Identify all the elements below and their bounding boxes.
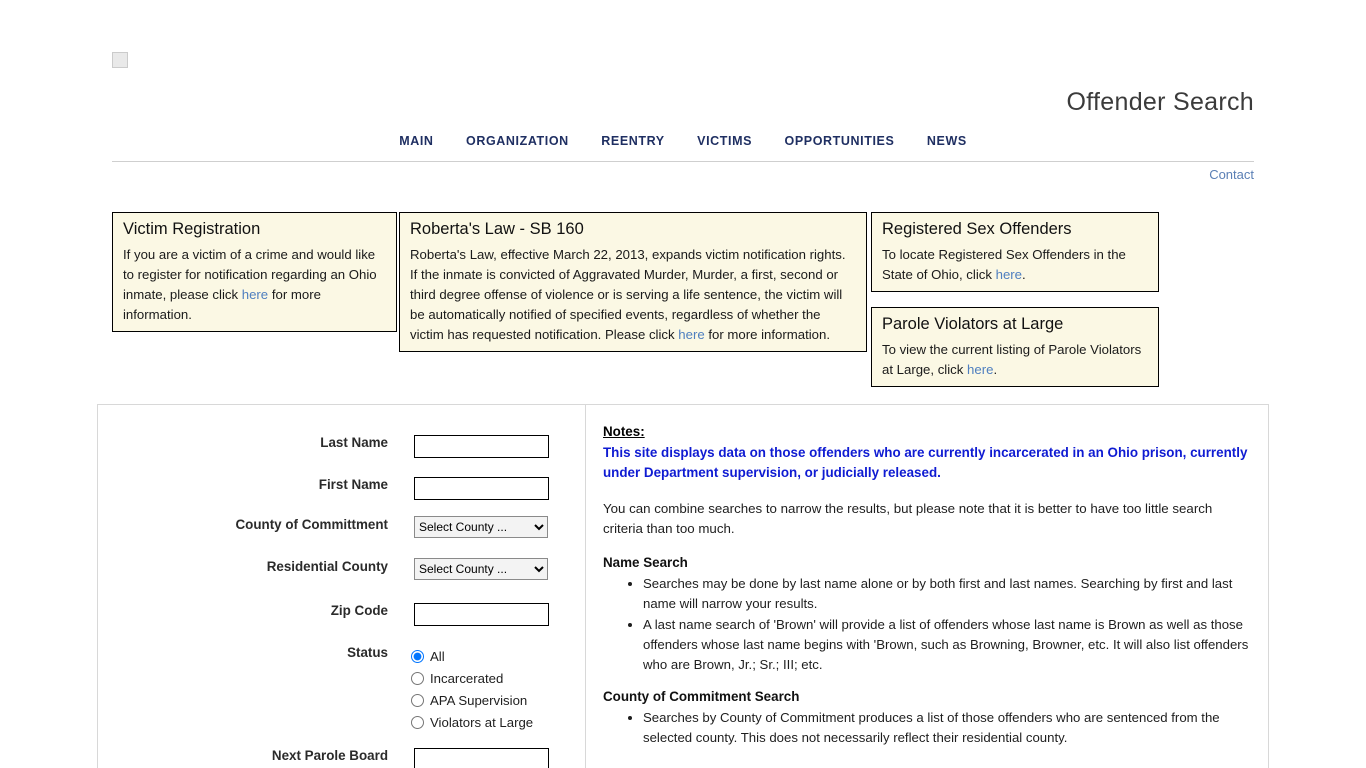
notice-rso-here-link[interactable]: here — [995, 267, 1023, 282]
notes-list-name-search — [603, 574, 1250, 675]
notice-text-after: . — [1022, 267, 1026, 282]
list-item: • A last name search of 'Brown' will provide a list of offenders whose last name is Brown as well as those offenders whose last name begins with 'Brown, such as Browning, Browner, etc. It will also list offenders who are Brown, Jr.; Sr.; III; etc. — [643, 615, 1250, 675]
residential-county-select[interactable] — [414, 558, 548, 580]
notice-robertas-law-title: Roberta's Law - SB 160 — [410, 220, 584, 238]
notice-text-after: . — [993, 362, 998, 377]
notes-heading-county-search: County of Commitment Search — [603, 689, 800, 704]
label-last-name: Last Name — [320, 435, 388, 450]
page-title: Offender Search — [1066, 88, 1254, 116]
site-header — [112, 40, 1254, 162]
zip-code-input[interactable] — [414, 603, 549, 626]
last-name-input[interactable] — [414, 435, 549, 458]
notice-parole-violators-title: Parole Violators at Large — [882, 315, 1064, 333]
notice-text-before: If you are a victim of a crime and would like to register for notification regarding an Ohio inmate, please click — [123, 247, 377, 302]
nav-item-news[interactable]: NEWS — [926, 134, 967, 148]
notice-registered-sex-offenders — [871, 212, 1159, 292]
field-row-zip-code — [98, 603, 586, 637]
field-row-status — [98, 645, 586, 741]
notes-list-county-search — [603, 708, 1250, 748]
status-radio-apa-supervision[interactable] — [411, 694, 424, 707]
main-navigation — [112, 132, 1254, 150]
field-row-residential-county — [98, 559, 586, 593]
status-option-apa-supervision[interactable] — [411, 689, 533, 711]
status-radio-violators-at-large[interactable] — [411, 716, 424, 729]
contact-row — [112, 166, 1254, 184]
label-status: Status — [347, 645, 388, 660]
notes-heading-name-search: Name Search — [603, 555, 688, 570]
notice-text-before: Roberta's Law, effective March 22, 2013, expands victim notification rights. If the inmate is convicted of Aggravated Murder, Murder, a first, second or third degree offense of violence or is serving a life sentence, the victim will be automatically notified of specified events, regardless of whether the victim has requested notification. Please click — [410, 247, 846, 342]
notice-victim-here-link[interactable]: here — [241, 287, 269, 302]
status-radio-incarcerated[interactable] — [411, 672, 424, 685]
notice-victim-registration — [112, 212, 397, 332]
list-item: • Searches may be done by last name alone or by both first and last names. Searching by first and last name will narrow your results. — [643, 574, 1250, 614]
field-row-next-parole-board — [98, 748, 586, 768]
field-row-county-committment — [98, 517, 586, 551]
nav-item-organization[interactable]: ORGANIZATION — [466, 134, 569, 148]
notice-parole-violators-text — [882, 340, 1148, 380]
next-parole-board-input[interactable] — [414, 748, 549, 768]
notice-victim-registration-text — [123, 245, 386, 325]
notice-victim-registration-title: Victim Registration — [123, 220, 261, 238]
search-panel — [97, 404, 1269, 768]
notice-robertas-law — [399, 212, 867, 352]
notice-registered-sex-offenders-text — [882, 245, 1148, 285]
county-of-committment-select[interactable] — [414, 516, 548, 538]
nav-item-reentry[interactable]: REENTRY — [601, 134, 665, 148]
status-radio-all[interactable] — [411, 650, 424, 663]
notice-text-before: To locate Registered Sex Offenders in the State of Ohio, click — [882, 247, 1126, 282]
label-first-name: First Name — [318, 477, 388, 492]
status-option-all-label: All — [430, 648, 445, 664]
status-option-all[interactable] — [411, 645, 533, 667]
status-option-incarcerated[interactable] — [411, 667, 533, 689]
notice-text-after: for more information. — [704, 327, 831, 342]
notice-registered-sex-offenders-title: Registered Sex Offenders — [882, 220, 1072, 238]
notes-title: Notes: — [603, 424, 645, 439]
notice-roberta-here-link[interactable]: here — [678, 327, 705, 342]
status-option-violators-at-large[interactable] — [411, 711, 533, 733]
logo-image-broken — [112, 52, 128, 68]
label-residential-county: Residential County — [266, 559, 388, 574]
notice-parole-violators — [871, 307, 1159, 387]
notes-section — [587, 405, 1270, 768]
nav-item-main[interactable]: MAIN — [399, 134, 434, 148]
nav-item-victims[interactable]: VICTIMS — [697, 134, 753, 148]
label-county-of-committment: County of Committment — [235, 517, 388, 532]
field-row-first-name — [98, 477, 586, 511]
notes-highlight: This site displays data on those offenders who are currently incarcerated in an Ohio prison, currently under Department supervision, or judicially released. — [603, 445, 1248, 480]
nav-item-opportunities[interactable]: OPPORTUNITIES — [784, 134, 895, 148]
status-option-violators-at-large-label: Violators at Large — [430, 714, 534, 730]
notes-paragraph: You can combine searches to narrow the results, but please note that it is better to have too little search criteria than too much. — [603, 501, 1213, 536]
first-name-input[interactable] — [414, 477, 549, 500]
status-option-incarcerated-label: Incarcerated — [430, 670, 504, 686]
status-option-apa-supervision-label: APA Supervision — [430, 692, 528, 708]
notice-text-before: To view the current listing of Parole Violators at Large, click — [882, 342, 1142, 377]
status-radio-group — [411, 645, 533, 733]
list-item: • Searches by County of Commitment produces a list of those offenders who are sentenced from the selected county. This does not necessarily reflect their residential county. — [643, 708, 1250, 748]
notice-text-after: for more information. — [123, 287, 321, 322]
label-next-parole-board: Next Parole Board — [271, 748, 388, 763]
label-zip-code: Zip Code — [330, 603, 388, 618]
contact-link[interactable]: Contact — [1209, 167, 1254, 182]
notice-robertas-law-text — [410, 245, 856, 345]
field-row-last-name — [98, 435, 586, 469]
notice-parole-here-link[interactable]: here — [967, 362, 994, 377]
search-form — [98, 405, 586, 768]
